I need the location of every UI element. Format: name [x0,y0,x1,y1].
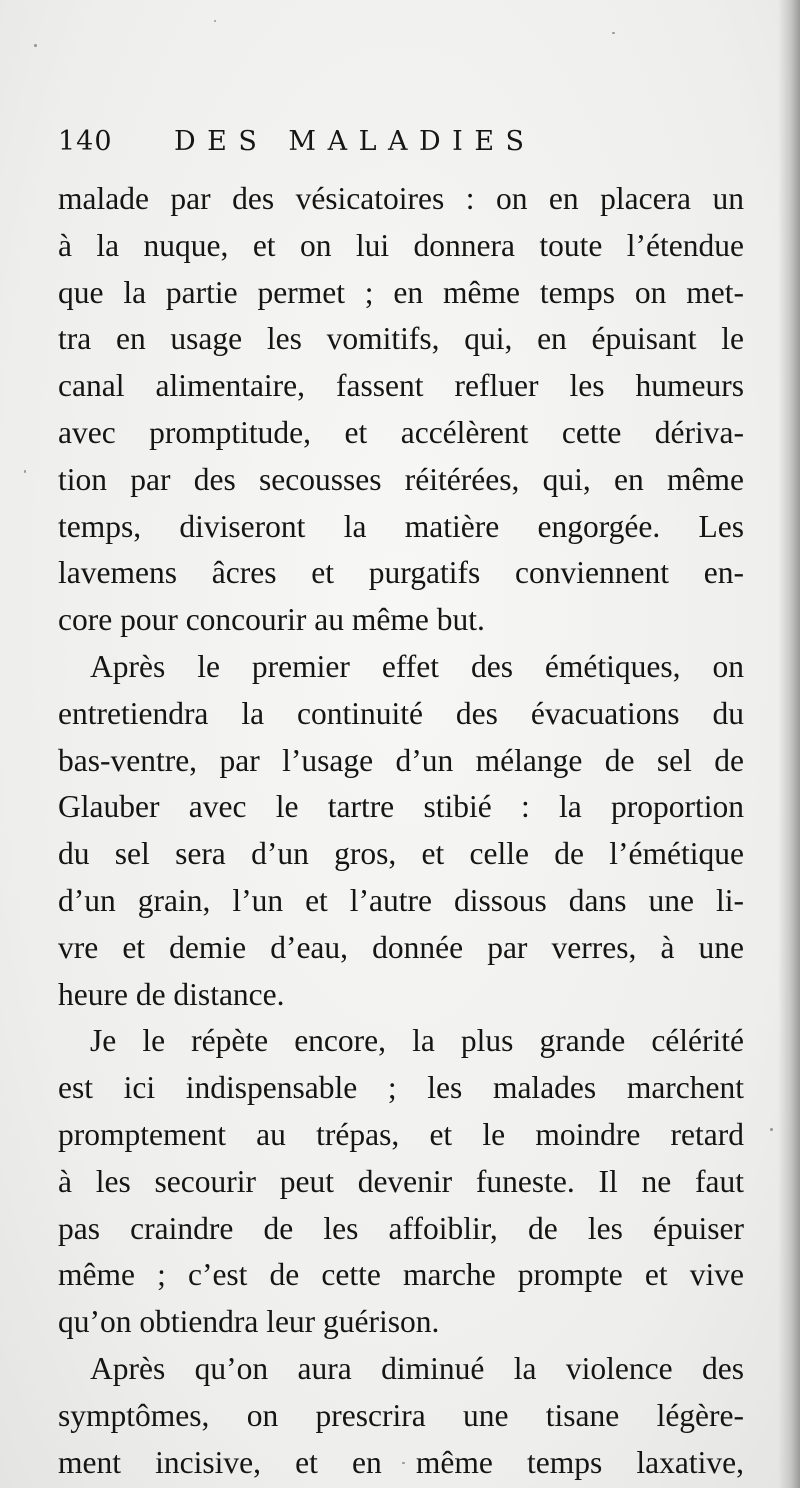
text-line: à la nuque, et on lui donnera toute l’étendue [58,227,744,263]
paper-speck [402,1462,405,1464]
text-line: temps, diviseront la matière engorgée. Les [58,508,744,544]
text-line: tra en usage les vomitifs, qui, en épuisant le [58,321,744,357]
text-line: ment incisive, et en même temps laxative, [58,1444,744,1480]
text-line: vre et demie d’eau, donnée par verres, à une [58,929,744,965]
paper-speck [24,470,26,473]
text-line: est ici indispensable ; les malades marchent [58,1070,744,1106]
text-line: promptement au trépas, et le moindre retard [58,1116,744,1152]
page-edge-shadow [778,0,800,1488]
text-line: avec promptitude, et accélèrent cette dériva- [58,414,744,450]
paragraph-end-line: qu’on obtiendra leur guérison. [58,1304,440,1340]
text-line: à les secourir peut devenir funeste. Il ne faut [58,1163,744,1199]
paragraph-first-line: Après qu’on aura diminué la violence des [90,1350,744,1386]
paper-speck [612,32,615,34]
paper-speck [770,1128,773,1131]
text-line: pas craindre de les affoiblir, de les épuiser [58,1210,744,1246]
text-line: canal alimentaire, fassent refluer les humeurs [58,368,744,404]
text-line: lavemens âcres et purgatifs conviennent en- [58,555,744,591]
paragraph-end-line: heure de distance. [58,976,285,1012]
text-line: du sel sera d’un gros, et celle de l’émétique [58,836,744,872]
text-line: Glauber avec le tartre stibié : la proportion [58,789,744,825]
page-number: 140 [58,126,113,157]
paragraph-first-line: Je le répète encore, la plus grande célérité [90,1023,744,1059]
text-line: entretiendra la continuité des évacuations du [58,695,744,731]
text-line: tion par des secousses réitérées, qui, en même [58,461,744,497]
paper-speck [34,44,37,47]
text-line: même ; c’est de cette marche prompte et vive [58,1257,744,1293]
text-line: que la partie permet ; en même temps on met- [58,274,744,310]
text-line: d’un grain, l’un et l’autre dissous dans une li- [58,882,744,918]
paragraph-end-line: core pour concourir au même but. [58,602,485,638]
body-text [58,176,744,1486]
running-title: DES MALADIES [174,126,536,157]
text-line: bas-ventre, par l’usage d’un mélange de sel de [58,742,744,778]
text-line: malade par des vésicatoires : on en placera un [58,181,744,216]
paragraph-first-line: Après le premier effet des émétiques, on [90,648,744,684]
text-line: symptômes, on prescrira une tisane légère- [58,1397,744,1433]
paper-speck [214,20,216,22]
